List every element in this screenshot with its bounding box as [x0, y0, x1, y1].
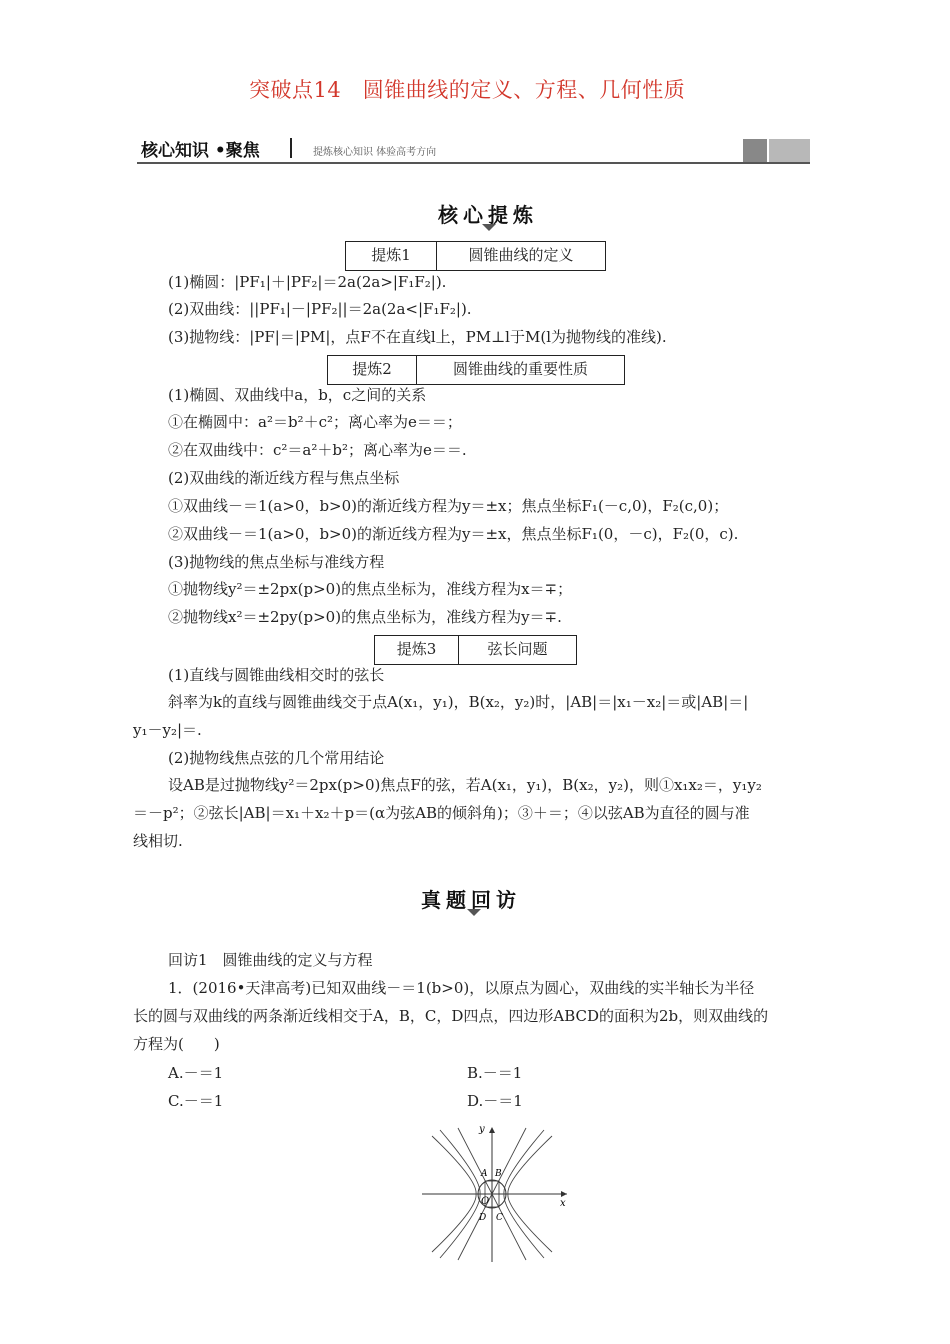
- banner-divider: [290, 138, 292, 158]
- point-label: A: [481, 1169, 488, 1179]
- y-axis-label: y: [479, 1124, 485, 1135]
- section-heading-review: 真题回访: [421, 888, 521, 912]
- triangle-down-icon: [482, 224, 496, 231]
- text-line: 斜率为k的直线与圆锥曲线交于点A(x₁，y₁)，B(x₂，y₂)时，|AB|＝|x₁－x₂|＝或|AB|＝|: [168, 693, 749, 711]
- x-axis-label: x: [560, 1198, 566, 1209]
- hyperbola-figure: [422, 1124, 572, 1264]
- topic-box-text: 圆锥曲线的重要性质: [452, 360, 588, 378]
- option-b: B.－＝1: [467, 1064, 523, 1082]
- text-line: ②双曲线－＝1(a>0，b>0)的渐近线方程为y＝±x，焦点坐标F₁(0，－c)，F₂(0，c).: [168, 525, 739, 543]
- text-line: (1)椭圆：|PF₁|＋|PF₂|＝2a(2a>|F₁F₂|).: [168, 273, 447, 291]
- option-d: D.－＝1: [467, 1092, 523, 1110]
- text-line: 线相切.: [133, 832, 183, 850]
- section-heading-core: 核心提炼: [438, 203, 538, 227]
- topic-box-label: 提炼1: [346, 242, 437, 270]
- banner-decor-light: [769, 139, 810, 162]
- banner-subtitle: 提炼核心知识 体验高考方向: [313, 147, 437, 158]
- banner-title: 核心知识 •聚焦: [141, 141, 260, 161]
- page-title: 突破点14 圆锥曲线的定义、方程、几何性质: [249, 78, 686, 102]
- text-line: (2)抛物线焦点弦的几个常用结论: [168, 749, 385, 767]
- section-banner: [137, 135, 810, 165]
- text-line: ①抛物线y²＝±2px(p>0)的焦点坐标为，准线方程为x＝∓；: [168, 580, 573, 598]
- question-text: 方程为( ): [133, 1035, 220, 1053]
- text-line: y₁－y₂|＝.: [133, 721, 202, 739]
- point-label: B: [495, 1169, 502, 1179]
- text-line: (3)抛物线的焦点坐标与准线方程: [168, 553, 385, 571]
- text-line: 设AB是过抛物线y²＝2px(p>0)焦点F的弦，若A(x₁，y₁)，B(x₂，y₂)，则①x₁x₂＝，y₁y₂: [168, 776, 762, 794]
- topic-box-1: [345, 241, 606, 271]
- topic-box-3: [374, 635, 577, 665]
- text-line: ②抛物线x²＝±2py(p>0)的焦点坐标为，准线方程为y＝∓.: [168, 608, 562, 626]
- text-line: (2)双曲线：||PF₁|－|PF₂||＝2a(2a<|F₁F₂|).: [168, 300, 472, 318]
- review-heading: 回访1 圆锥曲线的定义与方程: [168, 951, 373, 969]
- topic-box-label: 提炼2: [328, 356, 417, 384]
- question-text: 长的圆与双曲线的两条渐近线相交于A，B，C，D四点，四边形ABCD的面积为2b，则双曲线的: [133, 1007, 769, 1025]
- text-line: ①双曲线－＝1(a>0，b>0)的渐近线方程为y＝±x；焦点坐标F₁(－c,0)，F₂(c,0)；: [168, 497, 729, 515]
- option-c: C.－＝1: [168, 1092, 224, 1110]
- text-line: (1)椭圆、双曲线中a，b，c之间的关系: [168, 386, 427, 404]
- x-axis-arrow: [561, 1191, 567, 1197]
- topic-box-label: 提炼3: [375, 636, 459, 664]
- text-line: (3)抛物线：|PF|＝|PM|，点F不在直线l上，PM⊥l于M(l为抛物线的准线).: [168, 328, 667, 346]
- text-line: ②在双曲线中：c²＝a²＋b²；离心率为e＝＝.: [168, 441, 467, 459]
- banner-rule: [137, 162, 810, 164]
- topic-box-text: 弦长问题: [487, 640, 548, 658]
- option-a: A.－＝1: [168, 1064, 224, 1082]
- text-line: ＝－p²；②弦长|AB|＝x₁＋x₂＋p＝(α为弦AB的倾斜角)；③＋＝；④以弦AB为直径的圆与准: [133, 804, 750, 822]
- text-line: (2)双曲线的渐近线方程与焦点坐标: [168, 469, 400, 487]
- text-line: (1)直线与圆锥曲线相交时的弦长: [168, 666, 385, 684]
- banner-decor-dark: [743, 139, 767, 162]
- point-label: D: [479, 1213, 487, 1223]
- origin-label: O: [481, 1196, 490, 1207]
- triangle-down-icon: [467, 909, 481, 916]
- question-text: 1．(2016•天津高考)已知双曲线－＝1(b>0)，以原点为圆心，双曲线的实半轴长为半径: [168, 979, 755, 997]
- topic-box-text: 圆锥曲线的定义: [468, 246, 574, 264]
- point-label: C: [496, 1213, 503, 1223]
- topic-box-2: [327, 355, 625, 385]
- text-line: ①在椭圆中：a²＝b²＋c²；离心率为e＝＝；: [168, 413, 462, 431]
- y-axis-arrow: [489, 1127, 495, 1133]
